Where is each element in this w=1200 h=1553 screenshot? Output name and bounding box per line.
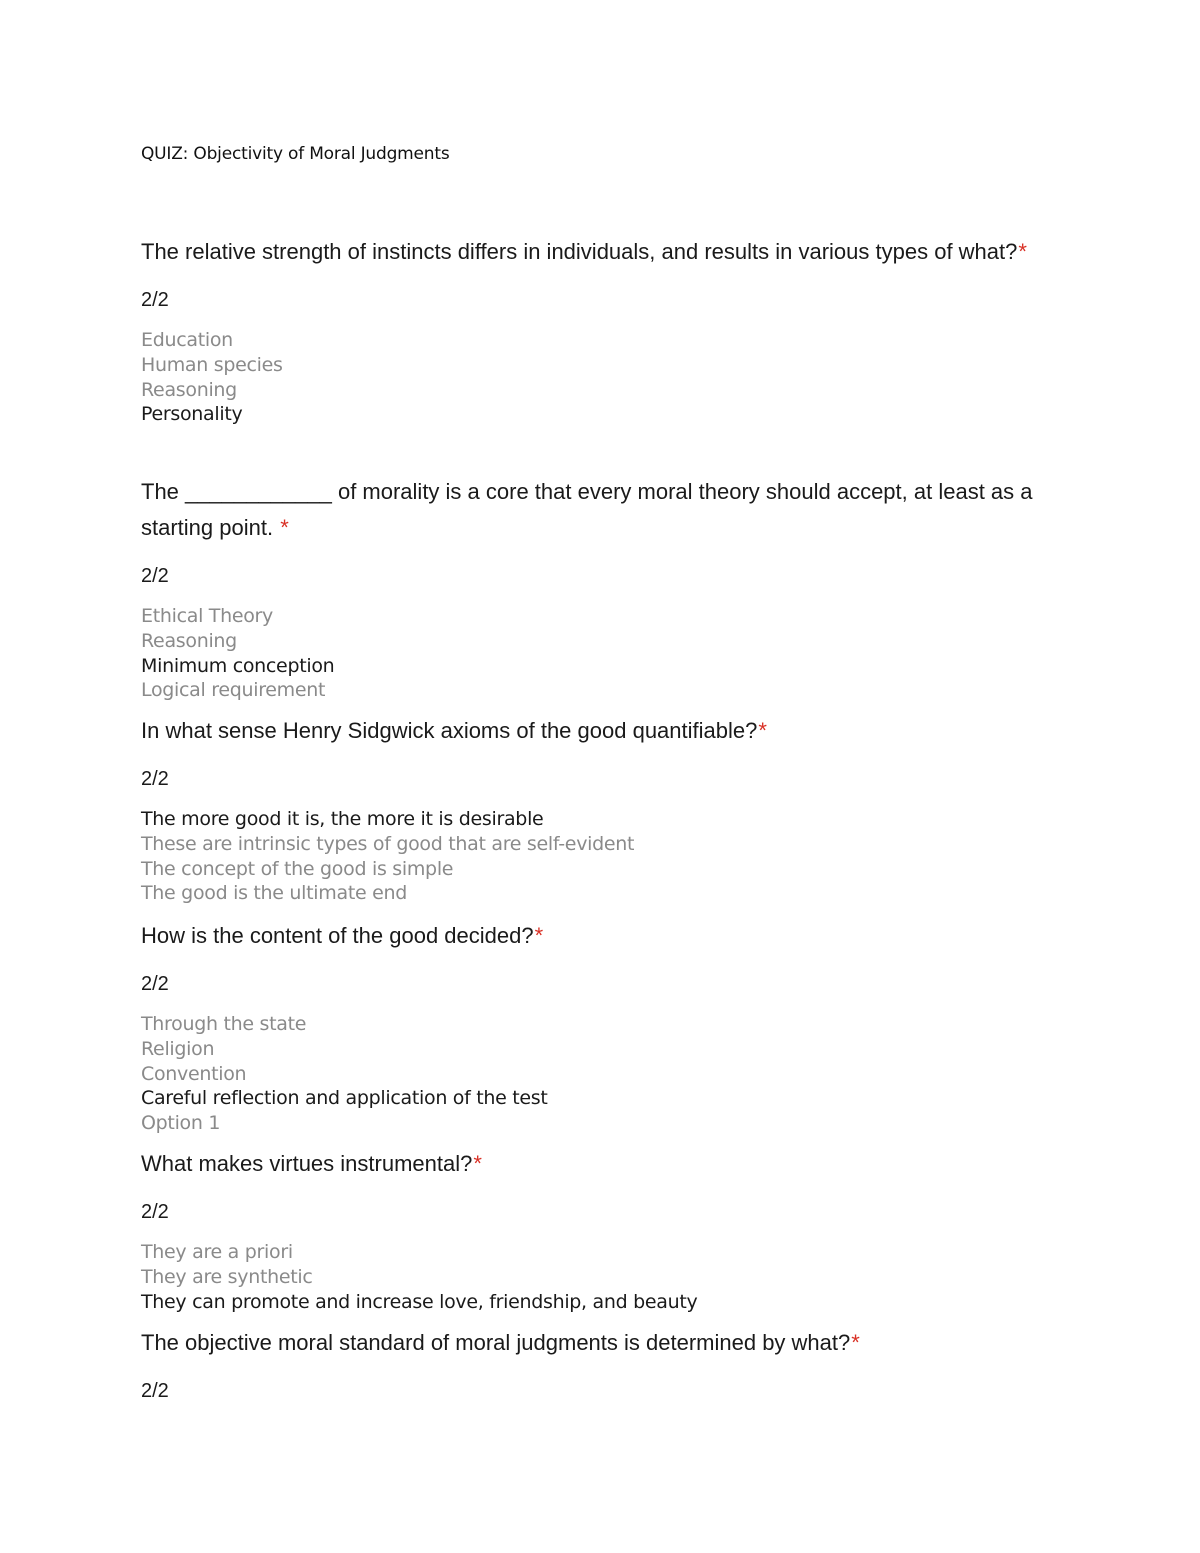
- question-1: [141, 234, 1061, 427]
- question-score: 2/2: [141, 768, 169, 790]
- answer-option: Education: [141, 329, 233, 351]
- answer-option: Ethical Theory: [141, 605, 274, 627]
- answer-option: These are intrinsic types of good that are self-evident: [141, 832, 635, 855]
- required-marker: *: [758, 718, 767, 743]
- answer-option: Reasoning: [141, 629, 237, 652]
- question-score: 2/2: [141, 1201, 169, 1223]
- answer-option: Logical requirement: [141, 679, 326, 702]
- question-label: In what sense Henry Sidgwick axioms of the good quantifiable?: [141, 718, 758, 743]
- question-score: 2/2: [141, 1380, 169, 1402]
- question-label: How is the content of the good decided?: [141, 923, 534, 948]
- question-5: [141, 1146, 1061, 1314]
- answer-option: They are synthetic: [141, 1265, 313, 1288]
- answer-option: Reasoning: [141, 378, 237, 401]
- answer-option: Religion: [141, 1037, 215, 1060]
- question-score: 2/2: [141, 973, 169, 995]
- question-4: [141, 918, 1061, 1136]
- question-label: What makes virtues instrumental?: [141, 1151, 473, 1176]
- answer-options: [141, 1012, 1061, 1136]
- required-marker: *: [534, 923, 544, 948]
- question-label: The ____________ of morality is a core that every moral theory should accept, at least as a starting point.: [141, 479, 1033, 540]
- question-text: [141, 1146, 1061, 1182]
- answer-option: Option 1: [141, 1112, 221, 1135]
- answer-option: Human species: [141, 353, 283, 376]
- question-6: [141, 1325, 1061, 1403]
- question-text: [141, 918, 1061, 954]
- question-2: [141, 474, 1061, 703]
- question-text: [141, 1325, 1061, 1361]
- required-marker: *: [1018, 239, 1027, 264]
- answer-options: [141, 604, 1061, 703]
- question-text: [141, 234, 1061, 270]
- answer-option-selected: The more good it is, the more it is desirable: [141, 808, 544, 830]
- question-3: [141, 713, 1061, 906]
- answer-option: Convention: [141, 1062, 247, 1085]
- answer-option-selected: They can promote and increase love, friendship, and beauty: [141, 1290, 698, 1313]
- answer-option: Through the state: [141, 1013, 307, 1035]
- required-marker: *: [280, 515, 289, 540]
- answer-options: [141, 807, 1061, 906]
- answer-option-selected: Minimum conception: [141, 654, 335, 677]
- answer-options: [141, 328, 1061, 427]
- answer-options: [141, 1240, 1061, 1314]
- question-score: 2/2: [141, 289, 169, 311]
- answer-option: The concept of the good is simple: [141, 857, 454, 880]
- quiz-title: QUIZ: Objectivity of Moral Judgments: [141, 144, 450, 164]
- answer-option: They are a priori: [141, 1241, 293, 1263]
- answer-option-selected: Personality: [141, 403, 243, 426]
- question-text: [141, 474, 1061, 546]
- answer-option-selected: Careful reflection and application of the test: [141, 1087, 548, 1110]
- question-text: [141, 713, 1061, 749]
- question-score: 2/2: [141, 565, 169, 587]
- required-marker: *: [851, 1330, 860, 1355]
- question-label: The objective moral standard of moral judgments is determined by what?: [141, 1330, 851, 1355]
- answer-option: The good is the ultimate end: [141, 882, 407, 905]
- question-label: The relative strength of instincts differs in individuals, and results in various types of what?: [141, 239, 1018, 264]
- required-marker: *: [473, 1151, 482, 1176]
